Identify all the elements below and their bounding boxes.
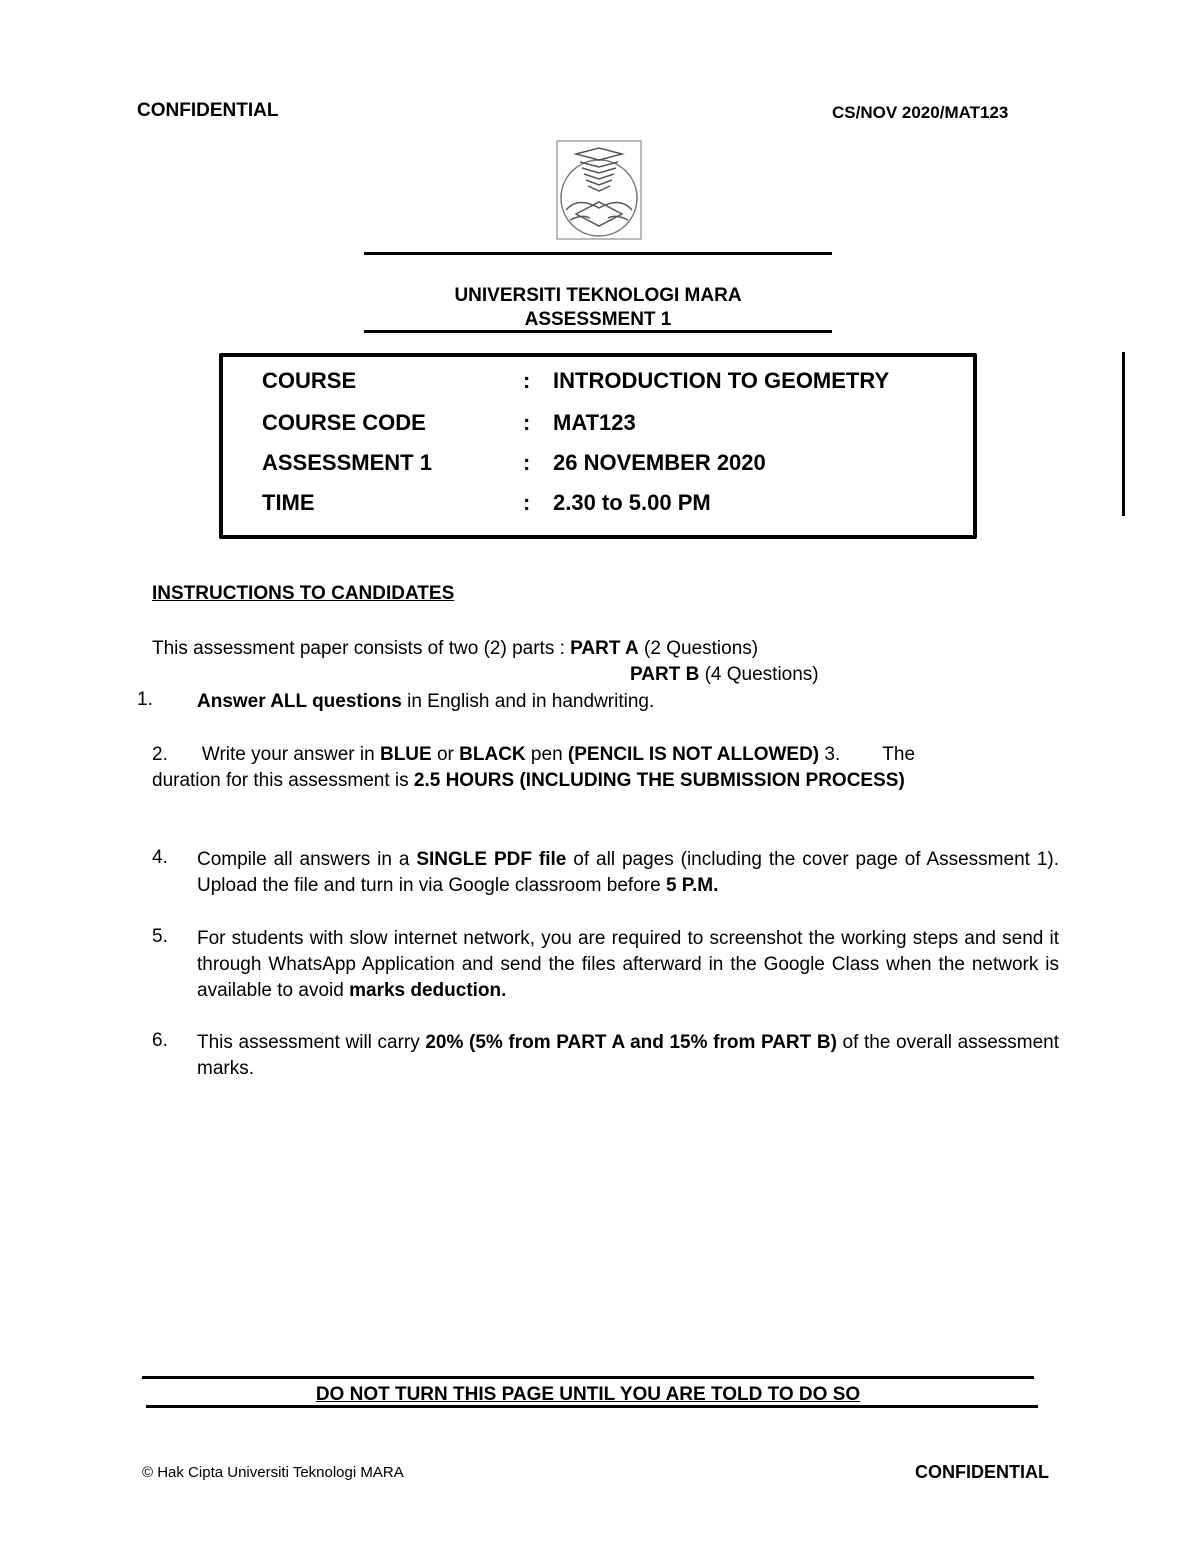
footer-warning: DO NOT TURN THIS PAGE UNTIL YOU ARE TOLD TO DO SO [315,1384,861,1405]
item-2-t0: Write your answer in [201,744,380,765]
item-4-number: 4. [152,847,168,868]
item-6-number: 6. [152,1030,168,1051]
course-label: COURSE [262,368,357,393]
item-2-or: or [431,744,460,765]
instructions-heading: INSTRUCTIONS TO CANDIDATES [152,583,455,604]
footer-confidential: CONFIDENTIAL [915,1462,1049,1482]
item-2-line-1 [152,742,915,768]
university-crest-logo [556,140,642,240]
item-4-t2: of all pages (including the cover page of Assessment 1). Upload the file and turn in via Google classroom before [197,849,1060,896]
item-1-number: 1. [137,689,153,710]
margin-bar [1122,352,1125,516]
item-4-pdf: SINGLE PDF file [416,849,567,870]
part-b-label: PART B [630,664,700,685]
instructions-intro [152,636,758,662]
time-sep: : [523,490,531,515]
assessment-title: ASSESSMENT 1 [524,309,672,330]
course-value: INTRODUCTION TO GEOMETRY [553,368,890,393]
assessment-date-sep: : [523,450,531,475]
part-a-count: (2 Questions) [638,638,759,659]
header-course-ref: CS/NOV 2020/MAT123 [832,103,1009,122]
item-3-the: The [882,744,916,765]
item-1-rest: in English and in handwriting. [401,691,655,712]
item-2-black: BLACK [459,744,526,765]
item-5-number: 5. [152,926,168,947]
part-b-count: (4 Questions) [699,664,819,685]
item-1-text [197,689,654,715]
assessment-date-label: ASSESSMENT 1 [262,450,432,475]
course-sep: : [523,368,531,393]
item-4-text [197,847,1059,899]
time-label: TIME [262,490,315,515]
item-6-text [197,1030,1059,1082]
item-2-pen: pen [525,744,568,765]
item-4-t0: Compile all answers in a [197,849,417,870]
footer-top-rule [142,1376,1034,1379]
item-2-blue: BLUE [379,744,432,765]
item-2-pencil: (PENCIL IS NOT ALLOWED) [567,744,820,765]
title-top-rule [364,252,832,255]
course-code-label: COURSE CODE [262,410,426,435]
item-2-line-2 [152,768,905,794]
item-3-hours: 2.5 HOURS (INCLUDING THE SUBMISSION PROCESS) [413,770,905,791]
intro-text: This assessment paper consists of two (2) parts : [152,638,571,659]
instructions-part-b [630,662,819,688]
item-3-duration: duration for this assessment is [152,770,414,791]
item-3-number: 3. [819,744,841,765]
footer-copyright: © Hak Cipta Universiti Teknologi MARA [142,1464,404,1481]
item-5-deduction: marks deduction. [349,980,507,1001]
part-a-label: PART A [570,638,639,659]
course-code-value: MAT123 [553,410,636,435]
item-5-text [197,926,1059,1004]
university-name: UNIVERSITI TEKNOLOGI MARA [454,285,742,306]
item-1-bold: Answer ALL questions [197,691,402,712]
page-title [364,284,832,332]
item-5-t0: For students with slow internet network, you are required to screenshot the working steps and send it through WhatsApp Application and send the files afterward in the Google Class when the network is available to avoid [197,928,1059,1001]
course-code-sep: : [523,410,531,435]
item-6-t2: of the overall assessment marks. [197,1032,1060,1079]
item-2-number: 2. [152,744,168,765]
time-value: 2.30 to 5.00 PM [553,490,711,515]
item-6-percent: 20% (5% from PART A and 15% from PART B) [425,1032,837,1053]
title-bottom-rule [364,330,832,333]
header-confidential: CONFIDENTIAL [137,100,279,121]
assessment-date-value: 26 NOVEMBER 2020 [553,450,766,475]
item-4-time: 5 P.M. [665,875,719,896]
footer-bottom-rule [146,1405,1038,1408]
item-6-t0: This assessment will carry [197,1032,426,1053]
